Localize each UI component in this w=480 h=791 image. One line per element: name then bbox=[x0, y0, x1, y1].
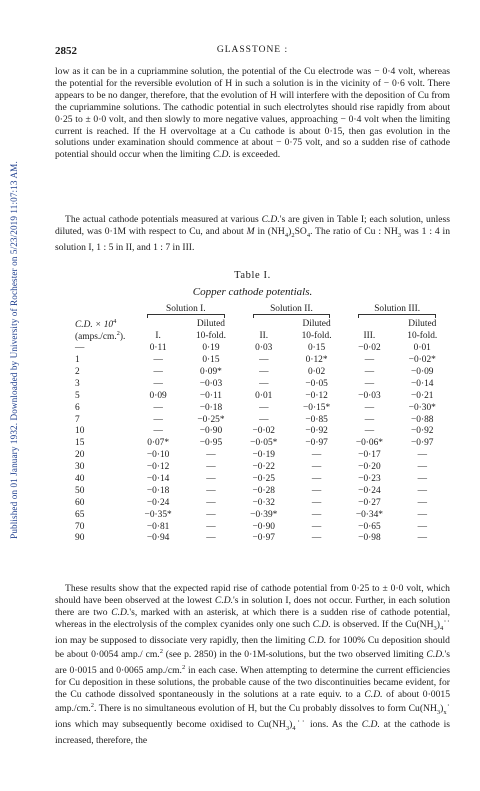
cd-value-cell: 40 bbox=[75, 473, 85, 484]
cd-abbrev: C.D. bbox=[212, 149, 231, 161]
potential-value-cell: −0·18 bbox=[199, 402, 223, 413]
potential-value-cell: — bbox=[417, 473, 427, 484]
running-title: GLASSTONE : bbox=[216, 45, 289, 55]
potential-value-cell: −0·12 bbox=[305, 390, 328, 401]
column-header: 10-fold. bbox=[407, 331, 438, 342]
potential-value-cell: — bbox=[417, 485, 427, 496]
text-line: Cu(NH bbox=[257, 719, 286, 731]
potential-value-cell: −0·10 bbox=[146, 450, 170, 461]
cd-value-cell: 1 bbox=[75, 355, 80, 366]
text-fragment: ) bbox=[289, 719, 293, 731]
cd-value-cell: 90 bbox=[75, 533, 85, 544]
superscript: 2 bbox=[116, 330, 120, 338]
paragraph-3 bbox=[55, 583, 450, 747]
text-fragment: ) bbox=[436, 618, 440, 630]
cd-units-end: ). bbox=[119, 332, 126, 343]
table-row bbox=[55, 437, 450, 449]
text-line: 's are given in bbox=[279, 214, 335, 225]
table-row bbox=[55, 473, 450, 485]
potential-value-cell: — bbox=[206, 497, 216, 508]
table-row bbox=[55, 390, 450, 402]
column-header: Diluted bbox=[196, 319, 225, 330]
potential-value-cell: — bbox=[417, 533, 427, 544]
group-header-label: Solution I. bbox=[166, 304, 206, 314]
potential-value-cell: — bbox=[311, 509, 322, 520]
potential-value-cell: −0·32 bbox=[252, 497, 275, 508]
table-row bbox=[55, 521, 450, 533]
text-fragment: 's in bbox=[233, 594, 249, 606]
potential-value-cell: −0·30* bbox=[408, 402, 436, 413]
potential-value-cell: −0·35* bbox=[144, 509, 172, 520]
superscript: 2 bbox=[159, 648, 163, 656]
cd-abbrev: C.D. bbox=[214, 594, 234, 606]
potential-value-cell: −0·21 bbox=[411, 390, 434, 401]
paragraph-2 bbox=[55, 214, 450, 254]
potential-value-cell: −0·25* bbox=[197, 414, 225, 425]
column-header: 10-fold. bbox=[301, 331, 332, 342]
potential-value-cell: — bbox=[153, 414, 163, 425]
potential-value-cell: 0·09* bbox=[200, 366, 222, 377]
potential-value-cell: — bbox=[311, 450, 322, 461]
text-fragment: of about 0·0015 bbox=[382, 688, 450, 700]
potential-value-cell: — bbox=[206, 462, 216, 473]
cd-value-cell: 50 bbox=[75, 485, 85, 496]
text-line: a solution is in the vicinity of − 0·6 volt. There appears to be no danger, bbox=[55, 77, 451, 101]
potential-value-cell: −0·03 bbox=[358, 390, 381, 401]
potential-value-cell: — bbox=[206, 485, 216, 496]
cd-value-cell: 60 bbox=[75, 497, 85, 508]
potential-value-cell: — bbox=[417, 509, 427, 520]
subscript: 3 bbox=[433, 624, 437, 632]
potential-value-cell: 0·07* bbox=[147, 438, 170, 449]
table-row bbox=[55, 485, 450, 497]
potential-value-cell: −0·90 bbox=[252, 521, 275, 532]
table-row bbox=[55, 366, 450, 378]
potential-value-cell: −0·17 bbox=[358, 450, 381, 461]
column-header bbox=[239, 318, 289, 330]
table-caption: Table I. bbox=[234, 270, 271, 281]
text-fragment: ˙˙ ions. As the bbox=[295, 719, 362, 731]
potential-value-cell: −0·03 bbox=[199, 378, 223, 389]
cd-value-cell: 5 bbox=[75, 390, 80, 401]
text-fragment: at the cathode is increased, therefore, the bbox=[55, 719, 450, 747]
table-row bbox=[55, 425, 450, 437]
potential-value-cell: 0·03 bbox=[255, 343, 273, 354]
potential-value-cell: −0·12 bbox=[146, 462, 170, 473]
table-row bbox=[55, 378, 450, 390]
text-fragment: ) bbox=[288, 225, 292, 237]
paragraph-1 bbox=[55, 66, 450, 161]
table-row bbox=[55, 449, 450, 461]
potential-value-cell: — bbox=[417, 450, 427, 461]
text-line: is bbox=[230, 149, 240, 161]
potential-value-cell: −0·94 bbox=[146, 533, 170, 544]
potential-value-cell: — bbox=[311, 521, 322, 532]
subscript: 4 bbox=[292, 725, 296, 733]
text-line: whereas in the electrolysis of the complex cyanides only one such bbox=[55, 618, 313, 630]
potential-value-cell: — bbox=[364, 426, 375, 437]
text-line: therefore, that the evolution of H will interfere with the deposition of Cu bbox=[150, 89, 429, 101]
cd-abbrev: C.D. bbox=[426, 649, 445, 661]
group-header-solution-1 bbox=[133, 304, 239, 318]
subscript: 3 bbox=[436, 709, 441, 717]
potential-value-cell: — bbox=[417, 497, 427, 508]
potential-value-cell: −0·05 bbox=[305, 378, 328, 389]
potential-value-cell: 0·12* bbox=[305, 355, 328, 366]
text-fragment: ) bbox=[440, 703, 444, 715]
potential-value-cell: — bbox=[259, 366, 269, 377]
text-line: 0·25 to ± 0·0 volt, which should have been observed at the lowest bbox=[55, 583, 450, 606]
text-line: was − 0·4 volt, whereas the potential for the reversible evolution of H in such bbox=[55, 66, 450, 89]
potential-value-cell: −0·92 bbox=[411, 426, 434, 437]
subscript: x bbox=[443, 709, 447, 717]
potential-value-cell: 0·01 bbox=[413, 343, 431, 354]
cd-value-cell: 10 bbox=[75, 426, 85, 437]
text-fragment: for 100% Cu deposition should be about 0·0054 amp./ bbox=[55, 634, 450, 661]
potential-value-cell: — bbox=[311, 533, 322, 544]
cd-value-cell: — bbox=[75, 343, 85, 354]
text-fragment: 's, bbox=[129, 606, 138, 618]
text-line: from the cupriammine solutions. The cathodic potential in such electrolytes bbox=[55, 89, 451, 113]
potential-value-cell: −0·95 bbox=[199, 438, 223, 449]
cd-abbrev: C.D. bbox=[364, 688, 383, 700]
group-header-label: Solution III. bbox=[374, 304, 421, 314]
potential-value-cell: −0·28 bbox=[252, 485, 275, 496]
potential-value-cell: — bbox=[153, 355, 163, 366]
text-line: These results show that the expected rapid rise of cathode potential from bbox=[65, 583, 349, 594]
table-row bbox=[55, 354, 450, 366]
table-row bbox=[55, 414, 450, 426]
potential-value-cell: — bbox=[417, 462, 427, 473]
table-row bbox=[55, 402, 450, 414]
potential-value-cell: −0·85 bbox=[305, 414, 328, 425]
potential-value-cell: −0·19 bbox=[252, 450, 275, 461]
table-subtitle: Copper cathode potentials. bbox=[192, 286, 313, 298]
potential-value-cell: — bbox=[206, 521, 216, 532]
table-row bbox=[55, 509, 450, 521]
potential-value-cell: −0·27 bbox=[358, 497, 381, 508]
potential-value-cell: — bbox=[311, 462, 322, 473]
cd-units-text: (amps./cm. bbox=[75, 332, 117, 343]
cd-value-cell: 65 bbox=[75, 509, 85, 520]
potential-value-cell: — bbox=[259, 402, 269, 413]
text-line: marked with an asterisk, at which there is a sudden rise of cathode potential, bbox=[140, 606, 450, 618]
text-line: are 0·0015 and 0·0065 amp./cm. bbox=[55, 664, 182, 676]
potential-value-cell: −0·88 bbox=[411, 414, 434, 425]
cd-value-cell: 30 bbox=[75, 462, 85, 473]
potential-value-cell: — bbox=[259, 378, 269, 389]
potential-value-cell: −0·90 bbox=[199, 426, 223, 437]
potential-value-cell: −0·98 bbox=[358, 533, 381, 544]
potential-value-cell: — bbox=[259, 414, 269, 425]
text-fragment: was 1 : 4 in solution I, 1 : 5 in II, and bbox=[55, 225, 451, 253]
potential-value-cell: −0·24 bbox=[358, 485, 381, 496]
subscript: 4 bbox=[284, 231, 289, 239]
text-line: the current efficiencies for Cu deposition in these solutions, the probable cause bbox=[55, 664, 451, 688]
potential-value-cell: −0·97 bbox=[411, 438, 434, 449]
text-line: of the two discontinuities became evident, for the Cu cathode dissolved bbox=[55, 676, 450, 700]
cd-abbrev: C.D. bbox=[361, 719, 380, 731]
molar-symbol: M bbox=[246, 225, 255, 237]
potential-value-cell: — bbox=[153, 402, 163, 413]
potential-value-cell: −0·65 bbox=[358, 521, 381, 532]
subscript: 4 bbox=[306, 231, 311, 239]
cd-value-cell: 7 bbox=[75, 414, 80, 425]
text-line: observed. If the Cu(NH bbox=[342, 618, 434, 630]
potential-value-cell: — bbox=[417, 521, 427, 532]
text-fragment: ˙˙ ion may be supposed to dissociate very rapidly, bbox=[55, 618, 450, 646]
potential-value-cell: — bbox=[364, 366, 375, 377]
potential-value-cell: −0·81 bbox=[146, 521, 170, 532]
page-header bbox=[55, 45, 450, 59]
text-line: low as it can be in a cupriammine solution, the potential of the Cu electrode bbox=[55, 66, 354, 77]
page-number: 2852 bbox=[55, 45, 77, 57]
table-row bbox=[55, 533, 450, 545]
text-line: exceeded. bbox=[242, 149, 281, 161]
text-line: The actual cathode potentials measured at various bbox=[65, 214, 262, 225]
potential-value-cell: −0·15* bbox=[303, 402, 331, 413]
superscript: 4 bbox=[113, 318, 117, 325]
column-header bbox=[344, 318, 394, 330]
text-line: dissolves to form Cu(NH bbox=[339, 703, 437, 715]
text-fragment: ˙ ions which may subsequently become oxidised to bbox=[55, 703, 450, 731]
text-line: should rise rapidly from about 0·25 to ± 0·0 volt, and then slowly to more bbox=[55, 101, 450, 125]
group-header-solution-3 bbox=[344, 304, 450, 318]
potential-value-cell: −0·97 bbox=[305, 438, 328, 449]
text-fragment: (see p. 2850) in the 0·1M-solutions, but the two observed limiting bbox=[162, 649, 427, 661]
text-fragment: is bbox=[330, 618, 340, 630]
text-line: sudden rise of cathode potential should occur when the limiting bbox=[55, 137, 450, 161]
cd-value-cell: 15 bbox=[75, 438, 85, 449]
column-header bbox=[133, 318, 183, 330]
potential-value-cell: — bbox=[311, 473, 322, 484]
potential-value-cell: −0·14 bbox=[411, 378, 434, 389]
subscript: 3 bbox=[285, 725, 290, 733]
potential-value-cell: −0·05* bbox=[250, 438, 278, 449]
potential-value-cell: 0·09 bbox=[149, 390, 167, 401]
text-line: amp./cm. bbox=[55, 703, 91, 715]
cd-units-cell bbox=[55, 330, 133, 342]
potential-value-cell: −0·24 bbox=[146, 497, 170, 508]
table-row bbox=[55, 342, 450, 354]
text-line: then the limiting bbox=[241, 634, 309, 646]
text-line: solution I, does not occur. Further, in each solution there are two bbox=[55, 594, 450, 618]
potential-value-cell: −0·02* bbox=[408, 355, 436, 366]
potential-value-cell: — bbox=[311, 497, 322, 508]
potential-value-cell: 0·11 bbox=[149, 343, 167, 354]
potential-value-cell: — bbox=[364, 355, 375, 366]
text-line: 1 : 7 in III. bbox=[153, 241, 195, 253]
cd-value-cell: 3 bbox=[75, 378, 80, 389]
cd-value-cell: 70 bbox=[75, 521, 85, 532]
column-header: Diluted bbox=[302, 319, 331, 330]
cd-value-cell: 6 bbox=[75, 402, 80, 413]
potential-value-cell: 0·19 bbox=[202, 343, 220, 354]
cd-abbrev: C.D. bbox=[308, 634, 327, 646]
column-header-row-2 bbox=[55, 330, 450, 342]
subscript: 3 bbox=[397, 231, 401, 239]
potential-value-cell: −0·18 bbox=[146, 485, 170, 496]
potential-value-cell: — bbox=[206, 450, 216, 461]
cd-abbrev: C.D. bbox=[261, 214, 280, 225]
potential-value-cell: — bbox=[153, 378, 163, 389]
potential-value-cell: −0·14 bbox=[146, 473, 170, 484]
subscript: 4 bbox=[439, 624, 444, 632]
potential-value-cell: −0·02 bbox=[358, 343, 381, 354]
potential-value-cell: −0·22 bbox=[252, 462, 275, 473]
potential-value-cell: −0·11 bbox=[199, 390, 222, 401]
potential-value-cell: −0·02 bbox=[252, 426, 275, 437]
table-row bbox=[55, 461, 450, 473]
potential-value-cell: — bbox=[364, 378, 375, 389]
potential-value-cell: 0·02 bbox=[307, 366, 326, 377]
column-header: III. bbox=[363, 331, 376, 342]
potential-value-cell: — bbox=[153, 366, 163, 377]
superscript: 2 bbox=[90, 702, 94, 710]
cd-header-text: C.D. × 10 bbox=[75, 320, 114, 331]
potential-value-cell: −0·34* bbox=[355, 509, 383, 520]
potential-value-cell: −0·25 bbox=[252, 473, 275, 484]
superscript: 2 bbox=[181, 663, 186, 671]
column-header: II. bbox=[259, 331, 269, 342]
potential-value-cell: 0·15 bbox=[307, 343, 326, 354]
text-line: cm. bbox=[145, 649, 160, 661]
cd-header-cell bbox=[55, 318, 133, 330]
text-fragment: 's bbox=[444, 649, 451, 661]
group-header-row bbox=[55, 304, 450, 318]
column-header: I. bbox=[155, 331, 161, 342]
potential-value-cell: 0·15 bbox=[202, 355, 220, 366]
group-header-solution-2 bbox=[239, 304, 345, 318]
text-line: negative values, approaching − 0·4 volt when the limiting current is reached. bbox=[55, 113, 450, 137]
text-fragment: . There is no simultaneous evolution of H, but the Cu probably bbox=[93, 703, 337, 715]
potential-value-cell: −0·09 bbox=[411, 366, 434, 377]
potential-value-cell: −0·39* bbox=[250, 509, 278, 520]
potential-value-cell: 0·01 bbox=[255, 390, 273, 401]
text-fragment: . The ratio of Cu : NH bbox=[310, 225, 398, 237]
cd-value-cell: 2 bbox=[75, 366, 80, 377]
text-line: Table I; each solution, unless diluted, was 0·1M with respect to Cu, and about bbox=[55, 214, 451, 237]
potential-value-cell: — bbox=[259, 355, 269, 366]
cd-value-cell: 20 bbox=[75, 450, 85, 461]
potential-value-cell: — bbox=[364, 414, 375, 425]
potential-value-cell: — bbox=[206, 473, 216, 484]
potential-value-cell: −0·97 bbox=[252, 533, 275, 544]
text-line: If the H overvoltage at a Cu cathode is about 0·15, then gas evolution in the bbox=[133, 125, 450, 137]
data-table bbox=[55, 304, 450, 544]
potential-value-cell: −0·06* bbox=[355, 438, 383, 449]
cd-abbrev: C.D. bbox=[111, 606, 130, 618]
cd-abbrev: C.D. bbox=[312, 618, 331, 630]
watermark-text: Published on 01 January 1932. Downloaded by University of Rochester on 5/23/2019 11:07:13 AM. bbox=[9, 161, 20, 539]
text-line: spontaneously in the solutions at a rate equiv. to a bbox=[158, 688, 365, 700]
potential-value-cell: −0·92 bbox=[305, 426, 328, 437]
column-header-row-1 bbox=[55, 318, 450, 330]
potential-value-cell: — bbox=[206, 509, 216, 520]
table-row bbox=[55, 497, 450, 509]
column-header: 10-fold. bbox=[195, 331, 226, 342]
cd-label-cell bbox=[55, 304, 133, 318]
potential-value-cell: — bbox=[311, 485, 322, 496]
group-header-label: Solution II. bbox=[270, 304, 313, 314]
text-fragment: SO bbox=[294, 225, 307, 237]
text-fragment: in each case. When attempting to determine bbox=[185, 664, 359, 676]
text-line: solutions under examination should commence at about − 0·75 volt, and so a bbox=[55, 137, 359, 149]
column-header: Diluted bbox=[408, 319, 437, 330]
potential-value-cell: −0·20 bbox=[358, 462, 381, 473]
potential-value-cell: −0·23 bbox=[358, 473, 381, 484]
potential-value-cell: — bbox=[206, 533, 216, 544]
download-watermark-sidebar bbox=[4, 70, 24, 630]
potential-value-cell: — bbox=[364, 402, 375, 413]
subscript: 2 bbox=[291, 231, 295, 239]
potential-value-cell: — bbox=[153, 426, 163, 437]
text-fragment: in (NH bbox=[254, 225, 285, 237]
